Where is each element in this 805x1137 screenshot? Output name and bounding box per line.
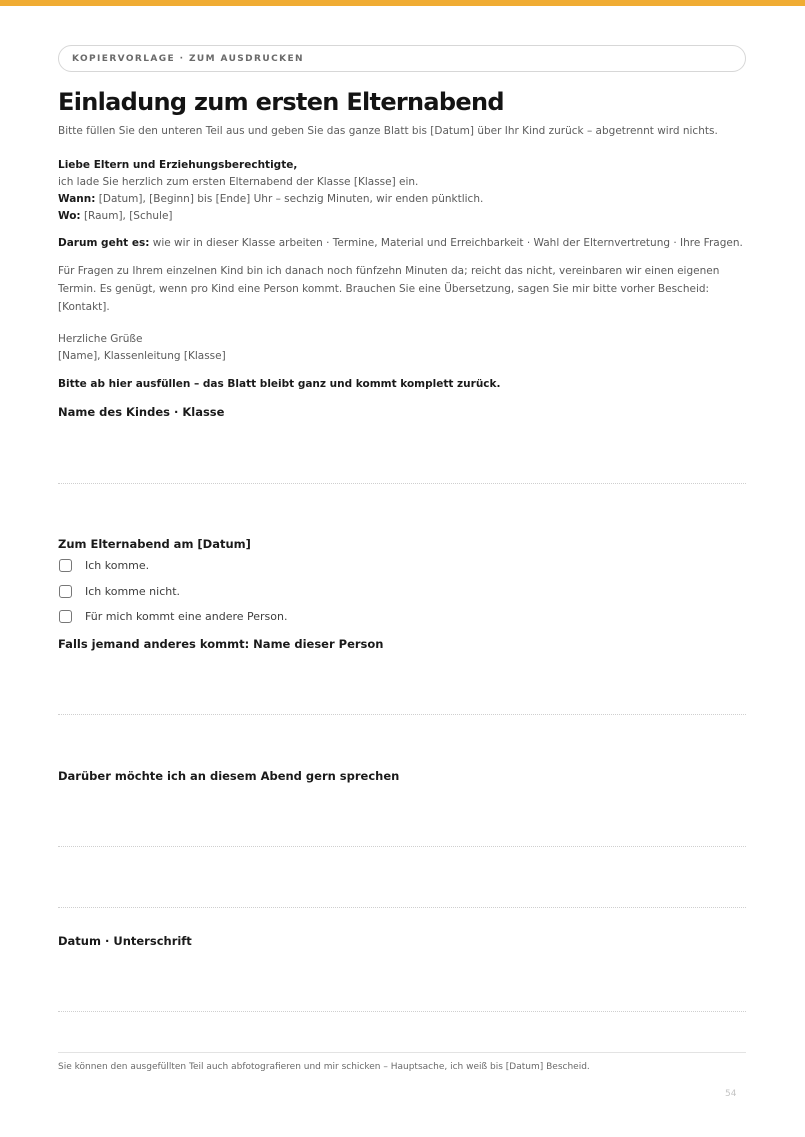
- when-line: [58, 191, 746, 208]
- option-other-person[interactable]: [58, 604, 746, 630]
- page-number: 54: [725, 1089, 737, 1099]
- topics-wish-field-1[interactable]: [58, 784, 746, 847]
- closing-block: [58, 331, 746, 365]
- closing: Herzliche Grüße: [58, 333, 143, 345]
- option-label: Ich komme nicht.: [85, 584, 181, 598]
- topics-label: Darum geht es:: [58, 237, 150, 249]
- other-person-label: Falls jemand anderes kommt: Name dieser Person: [58, 636, 384, 651]
- where-value: [Raum], [Schule]: [80, 210, 173, 222]
- intro-text: Bitte füllen Sie den unteren Teil aus und geben Sie das ganze Blatt bis [Datum] über Ihr Kind zurück – abgetrennt wird nichts.: [58, 125, 718, 137]
- salutation: Liebe Eltern und Erziehungsberechtigte,: [58, 159, 298, 171]
- invite-line: ich lade Sie herzlich zum ersten Elternabend der Klasse [Klasse] ein.: [58, 176, 419, 188]
- option-attending[interactable]: [58, 553, 746, 579]
- letter-header: [58, 157, 746, 225]
- signature-label: Datum · Unterschrift: [58, 933, 192, 948]
- other-person-field[interactable]: [58, 652, 746, 715]
- child-name-label: Name des Kindes · Klasse: [58, 405, 225, 419]
- option-label: Für mich kommt eine andere Person.: [85, 610, 288, 624]
- when-label: Wann:: [58, 193, 96, 205]
- child-name-field[interactable]: [58, 420, 746, 484]
- footer-divider: [58, 1052, 746, 1053]
- tag-text: KOPIERVORLAGE · ZUM AUSDRUCKEN: [72, 53, 304, 64]
- topics-value: wie wir in dieser Klasse arbeiten · Termine, Material und Erreichbarkeit · Wahl der Elternvertretung · Ihre Fragen.: [149, 237, 743, 249]
- accent-bar: [0, 0, 805, 6]
- checkbox[interactable]: [59, 559, 72, 572]
- page-content: [58, 45, 746, 1012]
- cut-notice: Bitte ab hier ausfüllen – das Blatt bleibt ganz und kommt komplett zurück.: [58, 378, 501, 390]
- letter-paragraph: Für Fragen zu Ihrem einzelnen Kind bin ich danach noch fünfzehn Minuten da; reicht das nicht, vereinbaren wir einen eigenen Termin. Es genügt, wenn pro Kind eine Person kommt. Brauchen Sie eine Übersetzung, sagen Sie mir bitte vorher Bescheid: [Kontakt].: [58, 265, 720, 313]
- signature-field[interactable]: [58, 949, 746, 1012]
- footer-note: Sie können den ausgefüllten Teil auch abfotografieren und mir schicken – Hauptsache, ich weiß bis [Datum] Bescheid.: [58, 1062, 590, 1072]
- signature-line: [Name], Klassenleitung [Klasse]: [58, 350, 226, 362]
- where-label: Wo:: [58, 210, 81, 222]
- option-label: Ich komme.: [85, 559, 150, 573]
- topics-wish-label: Darüber möchte ich an diesem Abend gern sprechen: [58, 768, 400, 783]
- where-line: [58, 208, 746, 225]
- option-not-attending[interactable]: [58, 579, 746, 605]
- attendance-label: Zum Elternabend am [Datum]: [58, 537, 251, 551]
- topics-wish-field-2[interactable]: [58, 847, 746, 908]
- page-title: Einladung zum ersten Elternabend: [58, 88, 504, 116]
- topics-line: [58, 235, 746, 252]
- checkbox[interactable]: [59, 610, 72, 623]
- copy-template-tag: [58, 45, 746, 72]
- attendance-options: [58, 553, 746, 630]
- checkbox[interactable]: [59, 585, 72, 598]
- when-value: [Datum], [Beginn] bis [Ende] Uhr – sechzig Minuten, wir enden pünktlich.: [95, 193, 484, 205]
